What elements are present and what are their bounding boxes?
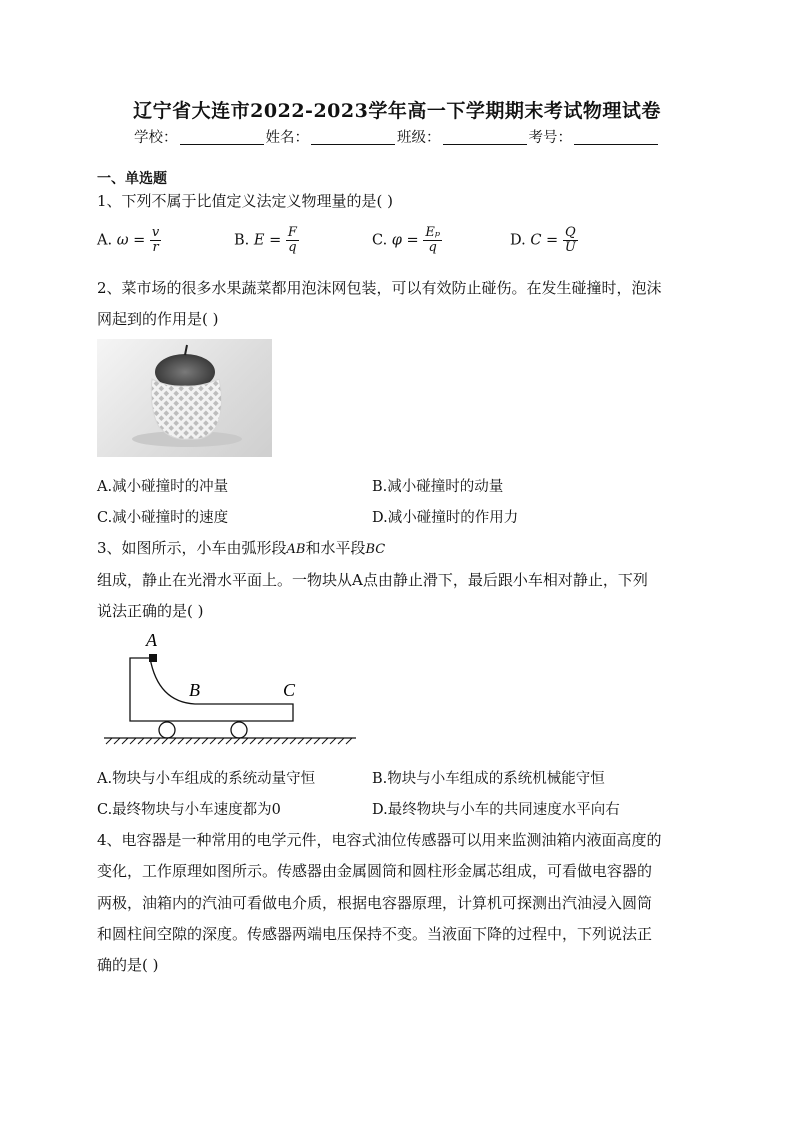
question-1-option-d[interactable]: D. C = $\frac{Q}{U}$ [510, 225, 576, 255]
label-c: C [283, 680, 296, 700]
question-2-option-b[interactable]: B.减小碰撞时的动量 [372, 479, 504, 495]
section-heading: 一、单选题 [97, 171, 167, 187]
question-3-stem-line-3: 说法正确的是( ) [97, 602, 204, 620]
question-1-option-c[interactable]: C. φ = $\frac{\text{Eₚ}}{q}$ [372, 225, 441, 255]
name-label: 姓名： [265, 130, 309, 146]
cart-diagram [100, 628, 360, 750]
question-3-stem-line-1 [97, 537, 385, 558]
option-lhs: C [530, 232, 542, 249]
question-2-stem-line-1: 2、菜市场的很多水果蔬菜都用泡沫网包装，可以有效防止碰伤。在发生碰撞时，泡沫 [97, 279, 662, 297]
exam-number-blank[interactable] [574, 130, 658, 145]
segment-ab: AB [286, 542, 306, 557]
option-letter: B. [234, 232, 250, 249]
apple-image [97, 339, 272, 457]
question-1-option-a[interactable]: A. ω = $\frac{v}{r}$ [97, 225, 160, 255]
option-letter: A. [97, 232, 113, 249]
question-4-stem-line-2: 变化，工作原理如图所示。传感器由金属圆筒和圆柱形金属芯组成，可看做电容器的 [97, 862, 653, 880]
school-blank[interactable] [180, 130, 264, 145]
stem-text: 3、如图所示，小车由弧形段 [97, 539, 287, 557]
name-blank[interactable] [311, 130, 395, 145]
stem-text: 和水平段 [305, 539, 366, 557]
apple-foam-net-photo [97, 339, 272, 457]
question-3-option-a[interactable]: A.物块与小车组成的系统动量守恒 [97, 771, 316, 787]
label-b: B [189, 680, 200, 700]
class-blank[interactable] [443, 130, 527, 145]
school-label: 学校： [134, 130, 178, 146]
fraction: $\frac{v}{r}$ [151, 225, 160, 255]
option-letter: D. [510, 232, 526, 249]
question-3-option-b[interactable]: B.物块与小车组成的系统机械能守恒 [372, 771, 605, 787]
segment-bc: BC [365, 542, 386, 557]
student-info-line [0, 126, 794, 147]
exam-number-label: 考号： [528, 130, 572, 146]
question-4-stem-line-4: 和圆柱间空隙的深度。传感器两端电压保持不变。当液面下降的过程中，下列说法正 [97, 925, 653, 943]
class-label: 班级： [397, 130, 441, 146]
cart-figure [100, 628, 360, 750]
option-lhs: E [253, 232, 265, 249]
question-3-option-c[interactable]: C.最终物块与小车速度都为0 [97, 802, 281, 818]
question-4-stem-line-3: 两极，油箱内的汽油可看做电介质，根据电容器原理，计算机可探测出汽油浸入圆筒 [97, 894, 653, 912]
question-2-option-c[interactable]: C.减小碰撞时的速度 [97, 510, 229, 526]
fraction: $\frac{F}{q}$ [287, 225, 297, 255]
question-2-option-a[interactable]: A.减小碰撞时的冲量 [97, 479, 229, 495]
option-lhs: φ [391, 232, 402, 249]
option-letter: C. [372, 232, 388, 249]
page-title: 辽宁省大连市2022-2023学年高一下学期期末考试物理试卷 [133, 100, 661, 122]
question-3-stem-line-2: 组成，静止在光滑水平面上。一物块从A点由静止滑下，最后跟小车相对静止，下列 [97, 571, 648, 589]
label-a: A [146, 630, 157, 650]
question-3-option-d[interactable]: D.最终物块与小车的共同速度水平向右 [372, 802, 620, 818]
question-4-stem-line-5: 确的是( ) [97, 956, 159, 974]
fraction: $\frac{\text{Eₚ}}{q}$ [425, 225, 441, 255]
block-icon [149, 654, 157, 662]
option-lhs: ω [116, 232, 129, 249]
question-4-stem-line-1: 4、电容器是一种常用的电学元件，电容式油位传感器可以用来监测油箱内液面高度的 [97, 831, 662, 849]
question-1-stem: 1、下列不属于比值定义法定义物理量的是( ) [97, 192, 394, 210]
fraction: $\frac{Q}{U}$ [564, 225, 576, 255]
question-2-stem-line-2: 网起到的作用是( ) [97, 310, 219, 328]
question-1-option-b[interactable]: B. E = $\frac{F}{q}$ [234, 225, 297, 255]
question-2-option-d[interactable]: D.减小碰撞时的作用力 [372, 510, 519, 526]
